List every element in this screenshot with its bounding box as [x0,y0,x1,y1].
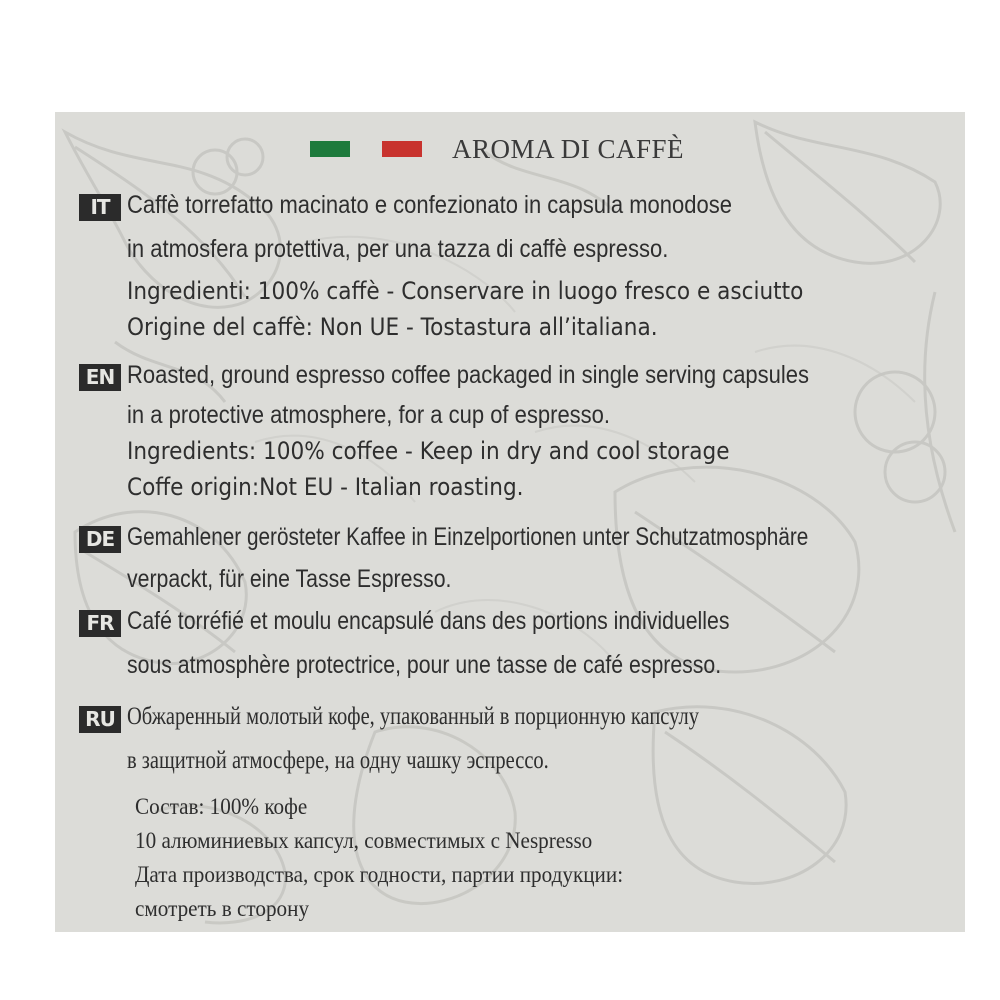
text-line: Roasted, ground espresso coffee packaged in single serving capsules [127,361,810,389]
text-line: Origine del caffè: Non UE - Tostastura all’italiana. [127,313,658,341]
text-line: verpackt, für eine Tasse Espresso. [127,565,452,593]
text-line: 10 алюминиевых капсул, совместимых с Nespresso [135,828,593,853]
text-line: Состав: 100% кофе [135,794,308,819]
text-line: Обжаренный молотый кофе, упакованный в порционную капсулу [127,703,699,730]
language-badge-it: IT [79,194,121,221]
product-title: AROMA DI CAFFÈ [452,133,685,164]
language-badge-en: EN [79,364,121,391]
text-line: in atmosfera protettiva, per una tazza di caffè espresso. [127,235,669,263]
flag-white-stripe [350,141,382,157]
language-badge-de: DE [79,526,121,553]
text-line: Coffe origin:Not EU - Italian roasting. [127,473,524,501]
text-line: смотреть в сторону [135,896,310,921]
language-badge-fr: FR [79,610,121,637]
language-badge-ru: RU [79,706,121,733]
text-line: Ingredienti: 100% caffè - Conservare in luogo fresco e asciutto [127,277,804,305]
text-line: Ingredients: 100% coffee - Keep in dry and cool storage [127,437,730,465]
text-line: Café torréfié et moulu encapsulé dans des portions individuelles [127,607,730,635]
flag-green-stripe [310,141,350,157]
flag-red-stripe [382,141,422,157]
text-line: Gemahlener gerösteter Kaffee in Einzelportionen unter Schutzatmosphäre [127,523,809,551]
product-label [55,112,965,932]
text-line: sous atmosphère protectrice, pour une tasse de café espresso. [127,651,722,679]
label-header [310,134,684,164]
text-line: in a protective atmosphere, for a cup of espresso. [127,401,611,429]
text-line: Дата производства, срок годности, партии продукции: [135,862,624,887]
text-line: Caffè torrefatto macinato e confezionato in capsula monodose [127,191,732,219]
text-line: в защитной атмосфере, на одну чашку эспрессо. [127,747,549,774]
